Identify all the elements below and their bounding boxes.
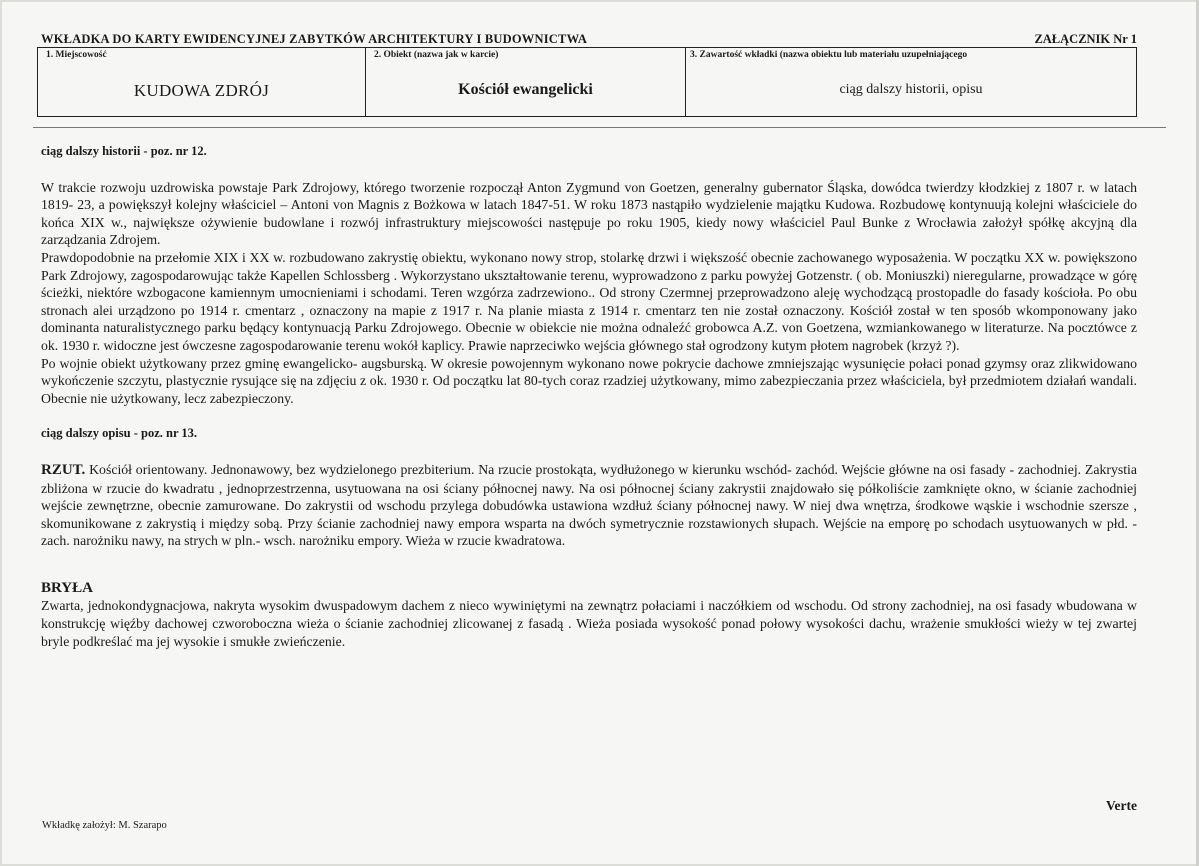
rzut-label: RZUT. bbox=[41, 461, 86, 478]
object-cell bbox=[365, 48, 685, 116]
footer-author: Wkładkę założył: M. Szarapo bbox=[42, 820, 167, 831]
history-paragraph: Prawdopodobnie na przełomie XIX i XX w. rozbudowano zakrystię obiektu, wykonano nowy strop, stolarkę drzwi i większość obecnie zachowanego wyposażenia. W początku XX w. powiększono Park Zdrojowy, zagospodarowując także Kapellen Schlossberg . Wykorzystano ukształtowanie terenu, wyprowadzono z parku powyżej Gotzenstr. ( ob. Moniuszki) nieregularne, prowadzące w górę ścieżki, niektóre wzbogacone kamiennym umocnieniami i schodami. Teren wzgórza zadrzewiono.. Od strony Czermnej przeprowadzono aleję wychodzącą prostopadle do fasady kościoła. Po obu stronach alei urządzono po 1914 r. cmentarz , oznaczony na mapie z 1917 r. Na planie miasta z 1914 r. cmentarz ten nie został oznaczony. Kościół został w ten sposób wkomponowany jako dominanta naturalistycznego parku będący kontynuacją Parku Zdrojowego. Obecnie w obiekcie nie można odnaleźć grobowca A.Z. von Goetzena, wzmiankowanego w literaturze. Na pocztówce z ok. 1930 r. widoczne jest ówczesne zagospodarowanie terenu wokół kaplicy. Prawie naprzeciwko wejścia głównego stał ogrodzony kutym płotem nagrobek (krzyż ?). bbox=[41, 249, 1137, 353]
history-paragraph: W trakcie rozwoju uzdrowiska powstaje Park Zdrojowy, którego tworzenie rozpoczął Anton Zygmund von Goetzen, generalny gubernator Śląska, dowódca twierdzy kłodzkiej z 1807 r. w latach 1819- 23, a powiększył kolejny właściciel – Antoni von Magnis z Bożkowa w latach 1847-51. W roku 1873 nastąpiło wydzielenie majątku Kudowa. Rozbudowę kontynuują kolejni właściciele do końca XIX w., największe ożywienie budowlane i rozwój infrastruktury miejscowości następuje po roku 1905, kiedy nowy właściciel Paul Bunke z Wrocławia założył spółkę akcyjną dla zarządzania Zdrojem. bbox=[41, 179, 1137, 248]
verte-label: Verte bbox=[1106, 798, 1137, 813]
content-label: 3. Zawartość wkładki (nazwa obiektu lub materiału uzupełniającego bbox=[690, 50, 968, 60]
object-label: 2. Obiekt (nazwa jak w karcie) bbox=[374, 50, 499, 60]
document-body bbox=[41, 143, 1137, 650]
document-title: WKŁADKA DO KARTY EWIDENCYJNEJ ZABYTKÓW ARCHITEKTURY I BUDOWNICTWA bbox=[41, 32, 588, 46]
bryla-paragraph bbox=[41, 580, 1137, 650]
bryla-text: Zwarta, jednokondygnacjowa, nakryta wysokim dwuspadowym dachem z nieco wywiniętymi na zewnątrz połaciami i naczółkiem od wschodu. Od strony zachodniej, na osi fasady wbudowana w konstrukcję więźby dachowej czworoboczna wieża o ścianie zachodniej zlicowanej z fasadą . Wieża posiada wysokość ponad połowy wysokości dachu, wrażenie smukłości wieży w tej zwartej bryle podkreślać ma jej wysokie i smukłe zwieńczenie. bbox=[41, 598, 1137, 649]
content-value: ciąg dalszy historii, opisu bbox=[839, 82, 983, 97]
object-value: Kościół ewangelicki bbox=[458, 81, 593, 98]
content-cell bbox=[685, 48, 1136, 116]
location-label: 1. Miejscowość bbox=[46, 50, 107, 60]
location-cell bbox=[38, 48, 365, 116]
form-header-table bbox=[37, 47, 1137, 117]
annex-number: ZAŁĄCZNIK Nr 1 bbox=[1034, 32, 1137, 46]
history-paragraph: Po wojnie obiekt użytkowany przez gminę ewangelicko- augsburską. W okresie powojennym wykonano nowe pokrycie dachowe zmniejszając wysunięcie połaci ponad gzymsy oraz zlikwidowano wykończenie szczytu, plastycznie rysujące się na zdjęciu z ok. 1930 r. Od początku lat 80-tych coraz rzadziej użytkowany, mimo zabezpieczania przez właściciela, był przedmiotem działań wandali. Obecnie nie użytkowany, lecz zabezpieczony. bbox=[41, 355, 1137, 406]
rzut-paragraph bbox=[41, 461, 1137, 550]
bryla-label: BRYŁA bbox=[41, 579, 93, 596]
location-value: KUDOWA ZDRÓJ bbox=[133, 81, 270, 100]
separator-line bbox=[33, 127, 1166, 128]
description-heading: ciąg dalszy opisu - poz. nr 13. bbox=[41, 426, 198, 441]
history-heading: ciąg dalszy historii - poz. nr 12. bbox=[41, 144, 207, 158]
rzut-text: Kościół orientowany. Jednonawowy, bez wydzielonego prezbiterium. Na rzucie prostokąta, wydłużonego w kierunku wschód- zachód. Wejście główne na osi fasady - zachodniej. Zakrystia zbliżona w rzucie do kwadratu , jednoprzestrzenna, usytuowana na osi ściany północnej nawy. Na osi północnej ściany zakrystii znajdowało się półkoliście zamknięte okno, w ścianie zachodniej wejście zewnętrzne, obecnie zamurowane. Do zakrystii od wschodu przylega dobudówka ustawiona wzdłuż ściany północnej nawy. W niej dwa wnętrza, środkowe wąskie i wschodnie szersze , skomunikowane z zakrystią i między sobą. Przy ścianie zachodniej nawy empora wsparta na dwóch symetrycznie rozstawionych słupach. Wejście na emporę po schodach usytuowanych w płd. - zach. narożniku nawy, na strych w pln.- wsch. narożniku empory. Wieża w rzucie kwadratowa. bbox=[41, 461, 1137, 549]
